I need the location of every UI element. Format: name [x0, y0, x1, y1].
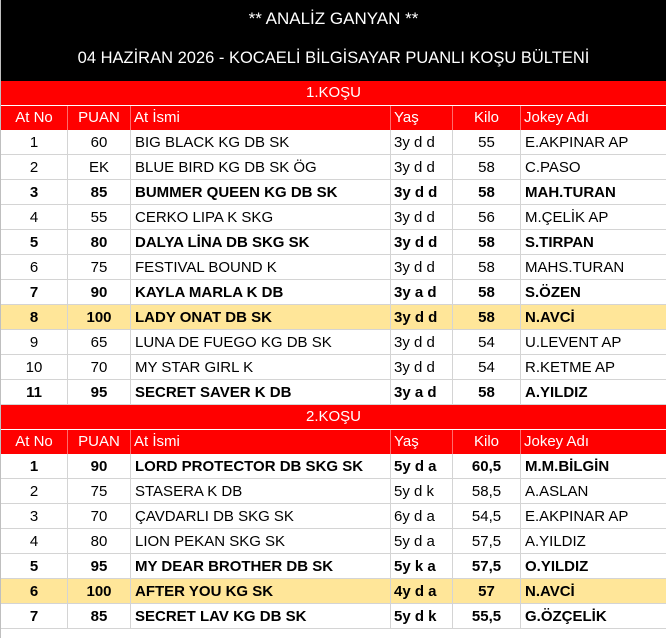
table-row: [1, 205, 666, 230]
weight-cell: 57,5: [453, 554, 521, 578]
table-row: [1, 380, 666, 405]
puan-cell: 70: [68, 355, 131, 379]
weight-cell: 58: [453, 255, 521, 279]
weight-cell: 58: [453, 280, 521, 304]
at-no-cell: 1: [1, 130, 68, 154]
at-no-cell: 4: [1, 529, 68, 553]
weight-cell: 57: [453, 579, 521, 603]
weight-cell: 58,5: [453, 479, 521, 503]
jockey-cell: E.AKPINAR AP: [525, 508, 629, 525]
puan-cell: 90: [68, 280, 131, 304]
horse-name-cell: SECRET LAV KG DB SK: [131, 604, 391, 628]
puan-cell: 75: [68, 255, 131, 279]
age-cell: 3y d d: [391, 155, 453, 179]
age-cell: 5y d a: [391, 454, 453, 478]
at-no-cell: 5: [1, 554, 68, 578]
table-row-highlighted: [1, 305, 666, 330]
table-row-highlighted: [1, 579, 666, 604]
horse-name-cell: DALYA LİNA DB SKG SK: [131, 230, 391, 254]
jockey-cell: MAHS.TURAN: [525, 259, 625, 276]
weight-cell: 54: [453, 330, 521, 354]
age-cell: 4y d a: [391, 579, 453, 603]
at-no-cell: 7: [1, 604, 68, 628]
weight-cell: 58: [453, 380, 521, 404]
age-cell: 3y a d: [391, 280, 453, 304]
table-row: [1, 554, 666, 579]
at-no-cell: 2: [1, 155, 68, 179]
table-row: [1, 230, 666, 255]
age-cell: 3y d d: [391, 330, 453, 354]
horse-name-cell: KAYLA MARLA K DB: [131, 280, 391, 304]
weight-cell: 55: [453, 130, 521, 154]
horse-name-cell: LUNA DE FUEGO KG DB SK: [131, 330, 391, 354]
at-no-cell: 10: [1, 355, 68, 379]
jockey-cell: C.PASO: [525, 159, 581, 176]
age-cell: 3y d d: [391, 130, 453, 154]
race-title: 1.KOŞU: [1, 81, 666, 106]
jockey-cell: MAH.TURAN: [525, 184, 616, 201]
weight-cell: 57,5: [453, 529, 521, 553]
header-at-ismi: At İsmi: [131, 430, 391, 454]
weight-cell: 55,5: [453, 604, 521, 628]
table-row: [1, 155, 666, 180]
at-no-cell: 4: [1, 205, 68, 229]
jockey-cell: O.YILDIZ: [525, 558, 589, 575]
age-cell: 5y d k: [391, 604, 453, 628]
table-row: [1, 255, 666, 280]
table-row: [1, 130, 666, 155]
jockey-cell: A.YILDIZ: [525, 533, 586, 550]
jockey-cell: E.AKPINAR AP: [525, 134, 629, 151]
race-section: [1, 81, 666, 405]
races-container: [1, 81, 666, 629]
horse-name-cell: MY DEAR BROTHER DB SK: [131, 554, 391, 578]
jockey-cell: S.ÖZEN: [525, 284, 581, 301]
header-yas: Yaş: [391, 430, 453, 454]
age-cell: 5y d k: [391, 479, 453, 503]
jockey-cell: G.ÖZÇELİK: [525, 608, 607, 625]
race-section: [1, 405, 666, 629]
puan-cell: 55: [68, 205, 131, 229]
jockey-cell: S.TIRPAN: [525, 234, 594, 251]
table-row: [1, 180, 666, 205]
jockey-cell: A.ASLAN: [525, 483, 589, 500]
horse-name-cell: BIG BLACK KG DB SK: [131, 130, 391, 154]
jockey-cell: M.M.BİLGİN: [525, 458, 610, 475]
age-cell: 3y d d: [391, 355, 453, 379]
header-jokey: Jokey Adı: [524, 109, 590, 126]
jockey-cell: N.AVCİ: [525, 309, 575, 326]
horse-name-cell: AFTER YOU KG SK: [131, 579, 391, 603]
age-cell: 3y d d: [391, 255, 453, 279]
age-cell: 3y d d: [391, 230, 453, 254]
header-kilo: Kilo: [453, 430, 521, 454]
age-cell: 5y k a: [391, 554, 453, 578]
table-header-row: [1, 106, 666, 130]
bulletin-subtitle: 04 HAZİRAN 2026 - KOCAELİ BİLGİSAYAR PUANLI KOŞU BÜLTENİ: [77, 49, 590, 67]
weight-cell: 54: [453, 355, 521, 379]
horse-name-cell: LION PEKAN SKG SK: [131, 529, 391, 553]
header-at-no: At No: [1, 430, 68, 454]
age-cell: 3y d d: [391, 305, 453, 329]
puan-cell: 85: [68, 180, 131, 204]
age-cell: 5y d a: [391, 529, 453, 553]
at-no-cell: 6: [1, 579, 68, 603]
table-row: [1, 529, 666, 554]
at-no-cell: 5: [1, 230, 68, 254]
jockey-cell: N.AVCİ: [525, 583, 575, 600]
header-puan: PUAN: [68, 106, 131, 130]
horse-name-cell: LADY ONAT DB SK: [131, 305, 391, 329]
header-puan: PUAN: [68, 430, 131, 454]
puan-cell: 95: [68, 554, 131, 578]
title-banner: [1, 0, 666, 81]
jockey-cell: A.YILDIZ: [525, 384, 588, 401]
at-no-cell: 2: [1, 479, 68, 503]
at-no-cell: 6: [1, 255, 68, 279]
header-kilo: Kilo: [453, 106, 521, 130]
jockey-cell: U.LEVENT AP: [525, 334, 622, 351]
at-no-cell: 1: [1, 454, 68, 478]
table-row: [1, 355, 666, 380]
puan-cell: 65: [68, 330, 131, 354]
header-at-ismi: At İsmi: [131, 106, 391, 130]
puan-cell: 80: [68, 230, 131, 254]
table-header-row: [1, 430, 666, 454]
weight-cell: 58: [453, 305, 521, 329]
puan-cell: 80: [68, 529, 131, 553]
puan-cell: 70: [68, 504, 131, 528]
at-no-cell: 9: [1, 330, 68, 354]
table-row: [1, 479, 666, 504]
horse-name-cell: SECRET SAVER K DB: [131, 380, 391, 404]
at-no-cell: 8: [1, 305, 68, 329]
weight-cell: 54,5: [453, 504, 521, 528]
weight-cell: 56: [453, 205, 521, 229]
at-no-cell: 3: [1, 180, 68, 204]
table-row: [1, 604, 666, 629]
horse-name-cell: ÇAVDARLI DB SKG SK: [131, 504, 391, 528]
horse-name-cell: STASERA K DB: [131, 479, 391, 503]
puan-cell: 75: [68, 479, 131, 503]
horse-name-cell: BLUE BIRD KG DB SK ÖG: [131, 155, 391, 179]
age-cell: 3y d d: [391, 180, 453, 204]
at-no-cell: 7: [1, 280, 68, 304]
age-cell: 3y a d: [391, 380, 453, 404]
horse-name-cell: FESTIVAL BOUND K: [131, 255, 391, 279]
jockey-cell: M.ÇELİK AP: [525, 209, 609, 226]
weight-cell: 60,5: [453, 454, 521, 478]
puan-cell: 90: [68, 454, 131, 478]
puan-cell: 100: [68, 579, 131, 603]
puan-cell: 85: [68, 604, 131, 628]
at-no-cell: 11: [1, 380, 68, 404]
table-row: [1, 330, 666, 355]
horse-name-cell: BUMMER QUEEN KG DB SK: [131, 180, 391, 204]
race-title: 2.KOŞU: [1, 405, 666, 430]
page-title: ** ANALİZ GANYAN **: [248, 9, 419, 28]
puan-cell: EK: [68, 155, 131, 179]
horse-name-cell: LORD PROTECTOR DB SKG SK: [131, 454, 391, 478]
weight-cell: 58: [453, 155, 521, 179]
puan-cell: 95: [68, 380, 131, 404]
at-no-cell: 3: [1, 504, 68, 528]
table-row: [1, 504, 666, 529]
horse-name-cell: CERKO LIPA K SKG: [131, 205, 391, 229]
horse-name-cell: MY STAR GIRL K: [131, 355, 391, 379]
weight-cell: 58: [453, 230, 521, 254]
jockey-cell: R.KETME AP: [525, 359, 616, 376]
weight-cell: 58: [453, 180, 521, 204]
table-row: [1, 280, 666, 305]
header-yas: Yaş: [391, 106, 453, 130]
puan-cell: 60: [68, 130, 131, 154]
puan-cell: 100: [68, 305, 131, 329]
age-cell: 3y d d: [391, 205, 453, 229]
header-jokey: Jokey Adı: [524, 433, 590, 450]
age-cell: 6y d a: [391, 504, 453, 528]
table-row: [1, 454, 666, 479]
header-at-no: At No: [1, 106, 68, 130]
